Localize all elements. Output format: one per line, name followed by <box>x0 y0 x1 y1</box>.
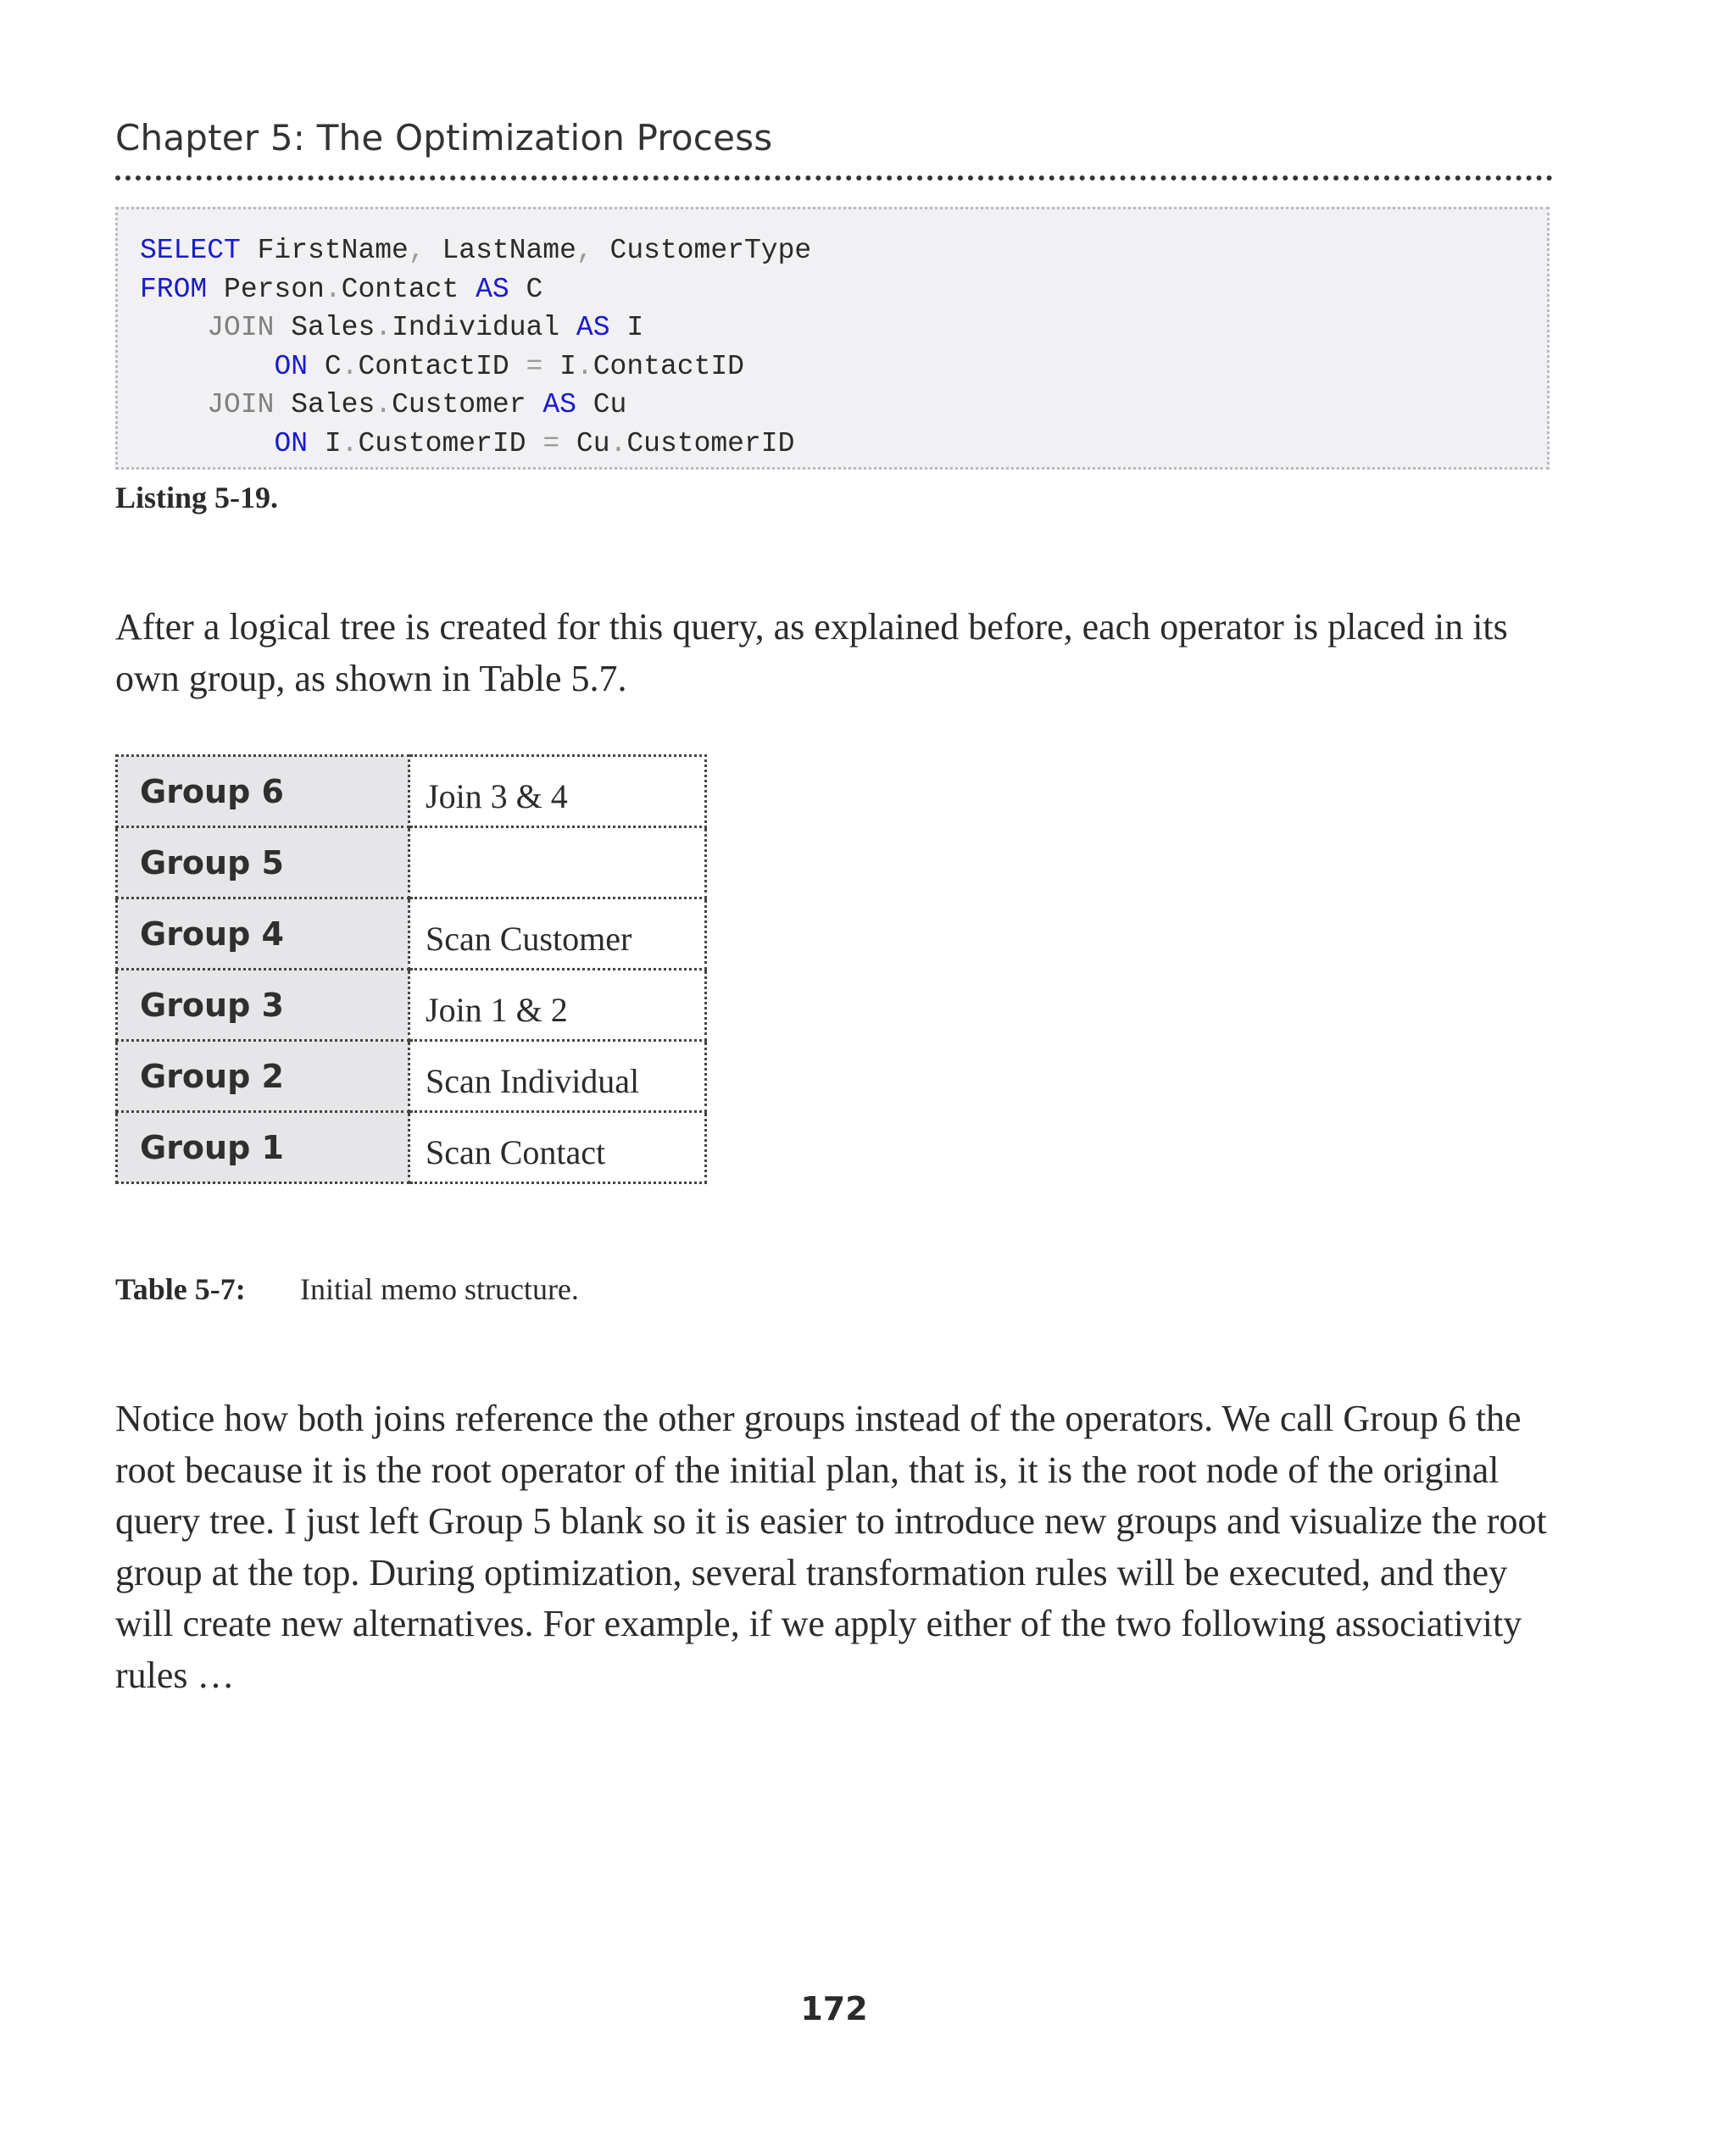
code-token: I <box>308 427 342 459</box>
sql-keyword: JOIN <box>207 312 275 343</box>
code-token: . <box>324 273 342 305</box>
code-token: . <box>576 350 593 382</box>
table-row <box>117 1112 706 1183</box>
operator-cell: Join 3 & 4 <box>409 756 706 827</box>
code-token: C <box>509 273 543 305</box>
body-paragraph-1: After a logical tree is created for this query, as explained before, each operator is placed in its own group, as shown in Table 5.7. <box>115 606 1508 699</box>
code-line <box>140 428 794 459</box>
group-cell: Group 4 <box>117 898 409 970</box>
code-token: LastName <box>425 235 576 266</box>
table-row <box>117 898 706 970</box>
operator-cell: Scan Contact <box>409 1112 706 1183</box>
sql-keyword: AS <box>476 273 509 305</box>
code-token: CustomerType <box>593 235 812 266</box>
sql-keyword: FROM <box>140 273 208 305</box>
sql-code <box>140 231 811 463</box>
operator-cell: Scan Individual <box>409 1041 706 1112</box>
code-token: = <box>542 427 560 459</box>
code-line <box>140 274 542 305</box>
code-token: Sales <box>274 312 376 343</box>
code-line <box>140 312 643 343</box>
running-header-title: Chapter 5: The Optimization Process <box>115 117 773 158</box>
sql-keyword: ON <box>274 350 309 382</box>
code-listing <box>115 207 1550 470</box>
code-token: . <box>375 312 392 343</box>
sql-keyword: SELECT <box>140 235 241 266</box>
sql-keyword: AS <box>542 389 576 420</box>
code-token: Individual <box>392 312 576 343</box>
group-cell: Group 2 <box>117 1041 409 1112</box>
group-cell: Group 6 <box>117 756 409 827</box>
code-token: CustomerID <box>626 427 795 459</box>
code-token: ContactID <box>593 350 744 382</box>
group-cell: Group 5 <box>117 827 409 898</box>
table-caption <box>115 1271 579 1307</box>
operator-cell: Scan Customer <box>409 898 706 970</box>
code-token: . <box>375 389 392 420</box>
code-token: . <box>341 350 359 382</box>
table-caption-text: Initial memo structure. <box>300 1272 579 1306</box>
code-token <box>140 428 274 459</box>
code-token: Contact <box>341 273 476 305</box>
listing-caption: Listing 5-19. <box>115 481 279 514</box>
code-token: , <box>408 235 426 266</box>
code-token: = <box>526 350 543 382</box>
code-token: . <box>341 427 359 459</box>
body-paragraph-2: Notice how both joins reference the other groups instead of the operators. We call Group 6 the root because it is the root operator of the initial plan, that is, it is the root node of the original query tree. I just left Group 5 blank so it is easier to introduce new groups and visualize the root group at the top. During optimization, several transformation rules will be executed, and they will create new alternatives. For example, if we apply either of the two following associativity rules … <box>115 1398 1547 1696</box>
code-token <box>140 351 274 382</box>
table-row <box>117 827 706 898</box>
operator-cell: Join 1 & 2 <box>409 970 706 1041</box>
code-token: Cu <box>576 389 627 420</box>
table-row <box>117 970 706 1041</box>
sql-keyword: JOIN <box>207 389 275 420</box>
code-token: Cu <box>559 427 610 459</box>
sql-keyword: AS <box>576 312 610 343</box>
code-token: Customer <box>392 389 543 420</box>
code-token: Person <box>207 273 325 305</box>
code-line <box>140 235 811 266</box>
code-line <box>140 389 626 420</box>
code-token <box>140 312 207 343</box>
code-token: , <box>576 235 593 266</box>
code-token: CustomerID <box>358 427 543 459</box>
group-cell: Group 1 <box>117 1112 409 1183</box>
table-row <box>117 756 706 827</box>
page-number: 172 <box>800 1990 868 2027</box>
code-line <box>140 351 744 382</box>
code-token <box>140 389 207 420</box>
code-token: Sales <box>274 389 376 420</box>
table-caption-label: Table 5-7: <box>115 1272 246 1306</box>
code-token: I <box>542 350 576 382</box>
operator-cell <box>409 827 706 898</box>
table-row <box>117 1041 706 1112</box>
group-cell: Group 3 <box>117 970 409 1041</box>
code-token: ContactID <box>358 350 526 382</box>
sql-keyword: ON <box>274 427 309 459</box>
header-divider <box>115 175 1553 181</box>
code-token: . <box>609 427 627 459</box>
memo-structure-table <box>115 754 707 1184</box>
code-token: C <box>308 350 342 382</box>
code-token: FirstName <box>240 235 409 266</box>
code-token: I <box>609 312 644 343</box>
